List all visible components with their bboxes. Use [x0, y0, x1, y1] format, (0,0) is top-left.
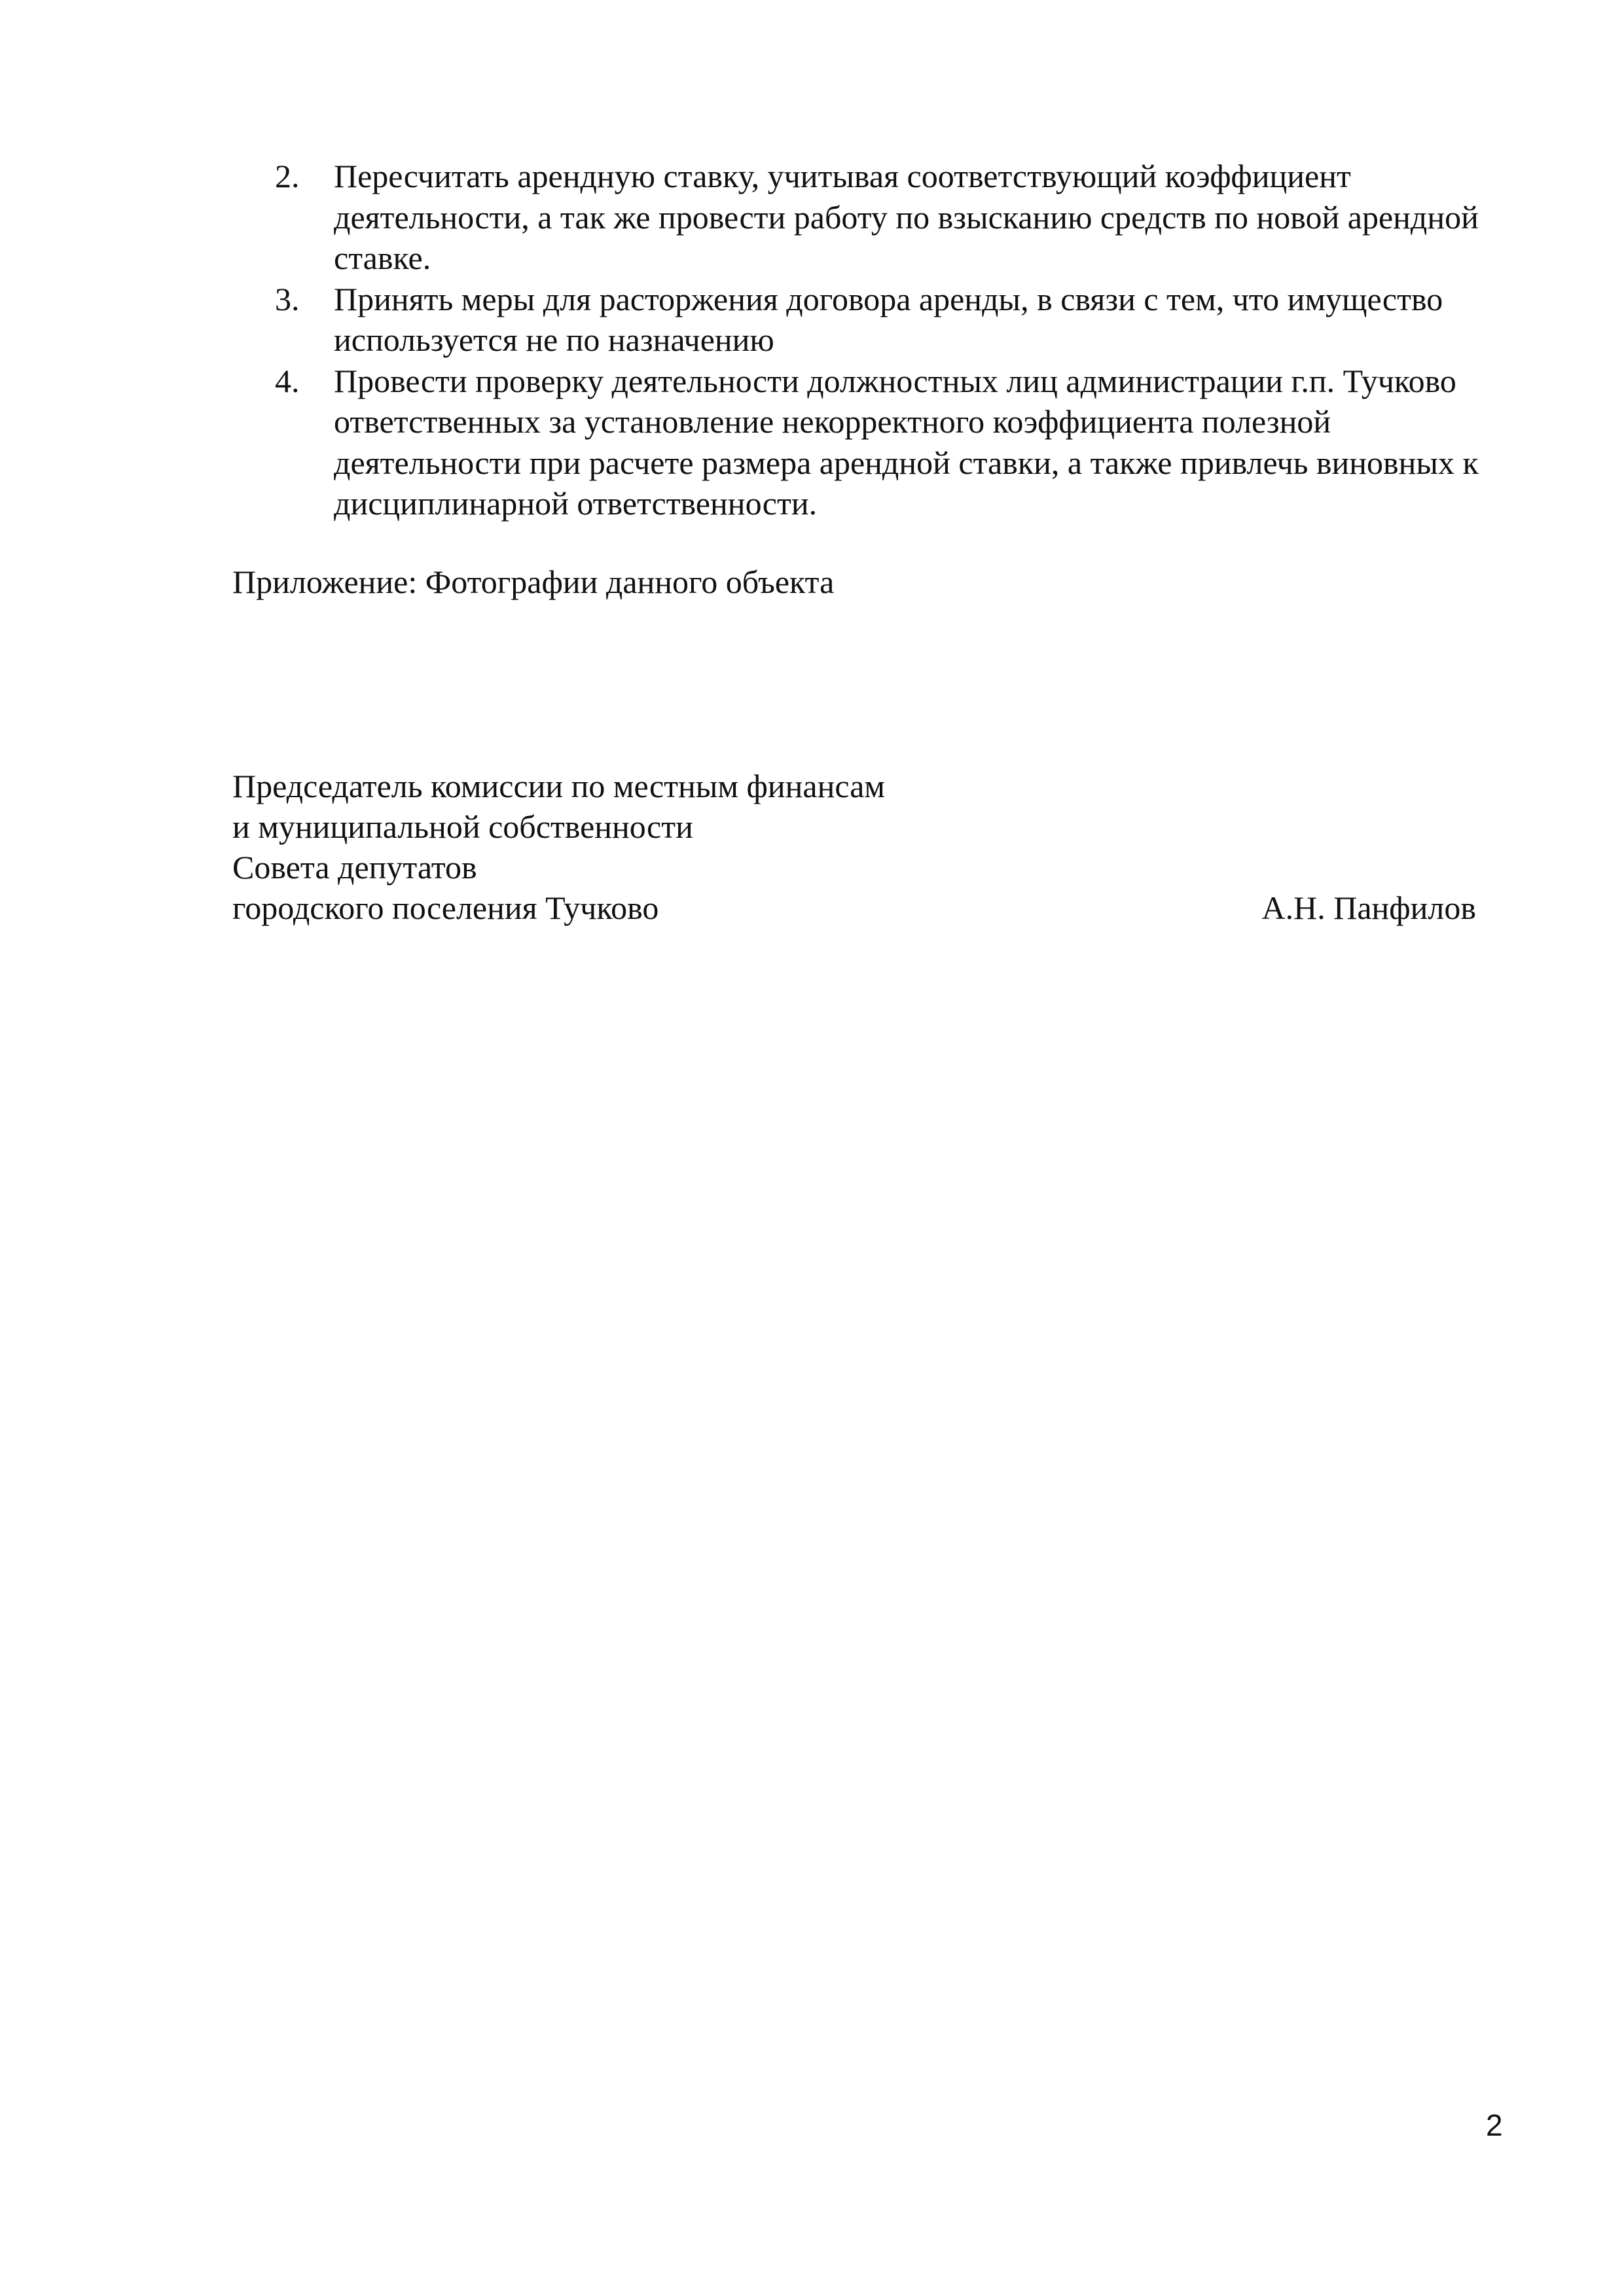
list-item-text: Пересчитать арендную ставку, учитывая соответствующий коэффициент деятельности, а так же провести работу по взысканию средств по новой арендной ставке. — [334, 158, 1479, 276]
list-item — [275, 279, 1519, 361]
numbered-list — [275, 156, 1519, 524]
signatory-title-line: и муниципальной собственности — [232, 808, 693, 845]
signatory-title-line: Председатель комиссии по местным финансам — [232, 768, 886, 804]
signatory-title-line: Совета депутатов — [232, 849, 477, 886]
list-item-number: 4. — [275, 362, 300, 399]
list-item-number: 3. — [275, 280, 300, 317]
list-item — [275, 361, 1519, 524]
signatory-name: А.Н. Панфилов — [1261, 889, 1476, 926]
list-item-text: Принять меры для расторжения договора аренды, в связи с тем, что имущество используется не по назначению — [334, 280, 1443, 358]
signature-block — [232, 766, 1476, 928]
attachment-note: Приложение: Фотографии данного объекта — [232, 564, 835, 600]
list-item-text: Провести проверку деятельности должностных лиц администрации г.п. Тучково ответственных за установление некорректного коэффициента полезной деятельности при расчете размера арендной ставки, а также привлечь виновных к дисциплинарной ответственности. — [334, 362, 1479, 522]
list-item-number: 2. — [275, 158, 300, 194]
list-item — [275, 156, 1519, 279]
page-number: 2 — [1486, 2108, 1503, 2142]
signatory-title-line: городского поселения Тучково — [232, 889, 659, 926]
